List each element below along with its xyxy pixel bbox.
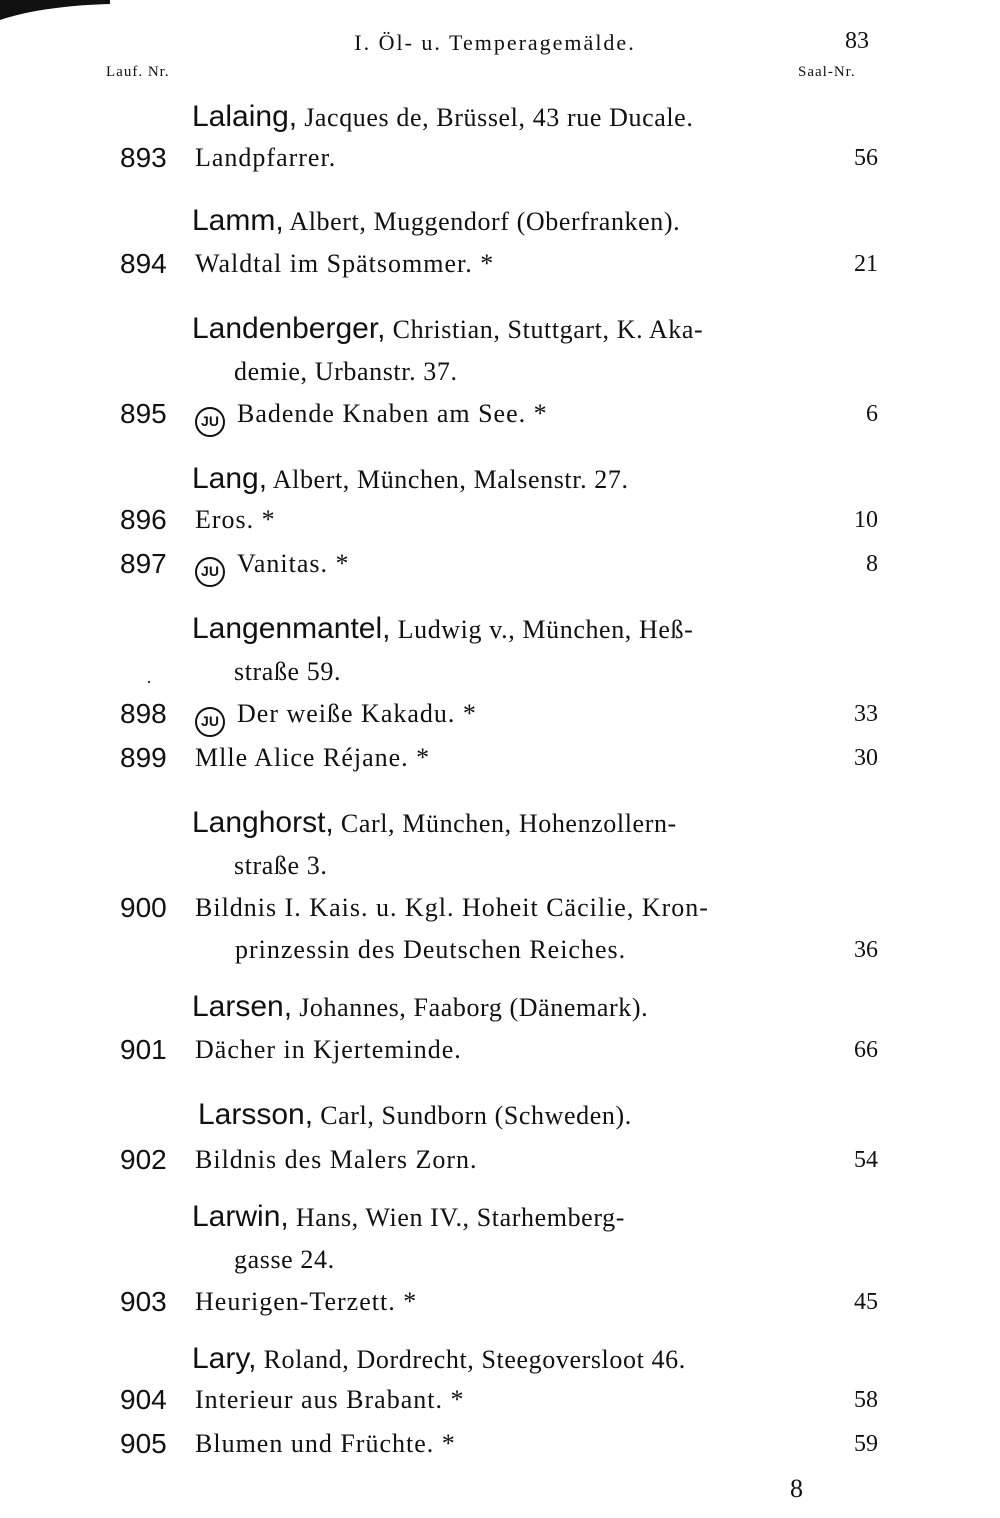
work-title: Mlle Alice Réjane. * — [195, 743, 431, 772]
artist-details: Albert, Muggendorf (Oberfranken). — [289, 207, 681, 236]
artist-heading — [192, 200, 832, 243]
jury-mark-icon: JU — [195, 707, 225, 737]
room-number: 54 — [854, 1147, 878, 1173]
artist-heading — [198, 1094, 838, 1137]
catalog-number: 901 — [120, 1034, 167, 1065]
room-number: 56 — [854, 145, 878, 171]
artist-details: Christian, Stuttgart, K. Aka- — [392, 315, 704, 344]
catalog-number: 903 — [120, 1286, 167, 1317]
room-number: 10 — [854, 507, 878, 533]
room-number: 33 — [854, 701, 878, 727]
catalog-number: 895 — [120, 398, 167, 429]
signature-mark: 8 — [790, 1474, 803, 1503]
work-title: Heurigen-Terzett. * — [195, 1287, 418, 1316]
artist-name: Lamm, — [192, 204, 284, 237]
artist-name: Landenberger, — [192, 312, 386, 345]
work-title: Dächer in Kjerteminde. — [195, 1035, 462, 1064]
catalog-number: 902 — [120, 1144, 167, 1175]
work-title: Badende Knaben am See. * — [237, 399, 548, 428]
catalog-number: 904 — [120, 1384, 167, 1415]
room-number: 21 — [854, 251, 878, 277]
room-number: 66 — [854, 1037, 878, 1063]
artist-details-continued: straße 59. — [234, 657, 342, 686]
catalog-number: 905 — [120, 1428, 167, 1459]
catalog-number: 896 — [120, 504, 167, 535]
catalog-entry — [0, 886, 1000, 930]
room-number: 6 — [866, 401, 878, 427]
work-title: Interieur aus Brabant. * — [195, 1385, 465, 1414]
work-title: Eros. * — [195, 505, 276, 534]
artist-details: Jacques de, Brüssel, 43 rue Ducale. — [304, 103, 694, 132]
catalog-entry — [0, 498, 1000, 542]
jury-mark-icon: JU — [195, 557, 225, 587]
catalog-entry — [0, 1138, 1000, 1182]
catalog-entry — [0, 1280, 1000, 1324]
catalog-number: 897 — [120, 548, 167, 579]
room-number: 36 — [854, 937, 878, 963]
artist-details-continued: gasse 24. — [234, 1245, 335, 1274]
section-title: I. Öl- u. Temperagemälde. — [354, 30, 636, 55]
work-title: Vanitas. * — [237, 549, 350, 578]
artist-heading — [192, 1196, 832, 1281]
room-number: 58 — [854, 1387, 878, 1413]
artist-heading — [192, 1338, 832, 1381]
catalog-entry — [0, 242, 1000, 286]
work-title: Der weiße Kakadu. * — [237, 699, 477, 728]
catalog-number: 900 — [120, 892, 167, 923]
artist-details: Carl, Sundborn (Schweden). — [320, 1101, 632, 1130]
work-title-continued: prinzessin des Deutschen Reiches. — [235, 935, 627, 964]
catalog-entry — [0, 136, 1000, 180]
artist-name: Larwin, — [192, 1200, 289, 1233]
catalog-number: 898 — [120, 698, 167, 729]
artist-name: Larsson, — [198, 1098, 314, 1131]
corner-scan-mark — [0, 0, 110, 22]
catalog-entry — [0, 1378, 1000, 1422]
artist-details: Carl, München, Hohenzollern- — [340, 809, 677, 838]
artist-details-continued: demie, Urbanstr. 37. — [234, 357, 458, 386]
work-title: Landpfarrer. — [195, 143, 337, 172]
work-title: Bildnis des Malers Zorn. — [195, 1145, 478, 1174]
page-number: 83 — [845, 28, 869, 54]
work-title: Bildnis I. Kais. u. Kgl. Hoheit Cäcilie, Kron- — [195, 893, 709, 922]
room-number: 59 — [854, 1431, 878, 1457]
artist-heading — [192, 308, 832, 393]
artist-details: Ludwig v., München, Heß- — [397, 615, 694, 644]
catalog-entry — [0, 542, 1000, 586]
artist-details: Johannes, Faaborg (Dänemark). — [299, 993, 649, 1022]
artist-name: Lary, — [192, 1342, 257, 1375]
room-number: 45 — [854, 1289, 878, 1315]
artist-details-continued: straße 3. — [234, 851, 328, 880]
artist-heading — [192, 986, 832, 1029]
catalog-entry — [0, 1028, 1000, 1072]
catalog-number: 894 — [120, 248, 167, 279]
artist-details: Albert, München, Malsenstr. 27. — [272, 465, 629, 494]
column-label-saal-nr: Saal-Nr. — [798, 64, 856, 80]
catalog-entry — [0, 392, 1000, 436]
catalog-entry-continued — [0, 928, 1000, 972]
work-title: Waldtal im Spätsommer. * — [195, 249, 495, 278]
artist-heading — [192, 608, 832, 693]
artist-name: Lang, — [192, 462, 268, 495]
catalog-entry — [0, 692, 1000, 736]
artist-details: Hans, Wien IV., Starhemberg- — [295, 1203, 625, 1232]
artist-heading — [192, 96, 832, 139]
room-number: 30 — [854, 745, 878, 771]
artist-heading — [192, 458, 832, 501]
stray-mark: · — [146, 672, 152, 692]
work-title: Blumen und Früchte. * — [195, 1429, 456, 1458]
catalog-entry — [0, 736, 1000, 780]
catalog-number: 893 — [120, 142, 167, 173]
room-number: 8 — [866, 551, 878, 577]
column-label-lauf-nr: Lauf. Nr. — [106, 64, 170, 80]
jury-mark-icon: JU — [195, 407, 225, 437]
artist-name: Lalaing, — [192, 100, 298, 133]
artist-name: Larsen, — [192, 990, 293, 1023]
artist-details: Roland, Dordrecht, Steegoversloot 46. — [263, 1345, 686, 1374]
artist-name: Langhorst, — [192, 806, 334, 839]
catalog-entry — [0, 1422, 1000, 1466]
catalog-number: 899 — [120, 742, 167, 773]
artist-heading — [192, 802, 832, 887]
artist-name: Langenmantel, — [192, 612, 391, 645]
